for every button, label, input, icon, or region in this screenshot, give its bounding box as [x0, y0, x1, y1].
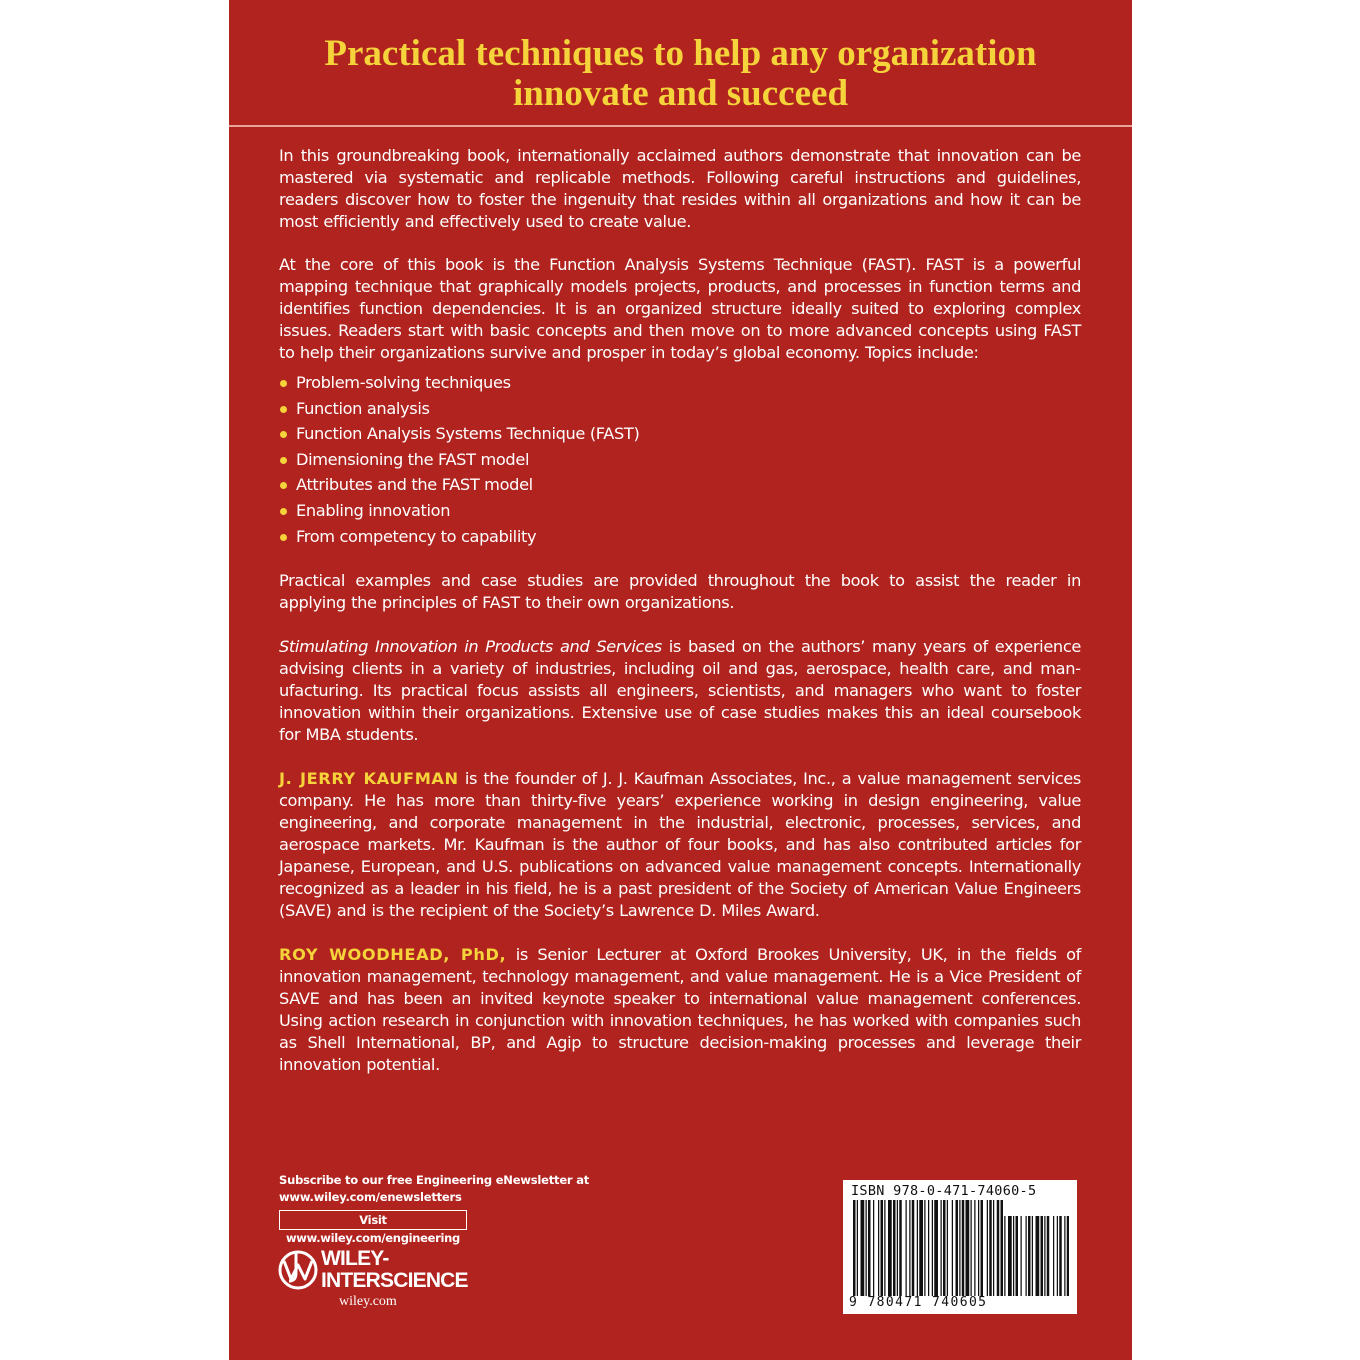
core-paragraph: At the core of this book is the Function Analysis Systems Technique (FAST). FAST is a powerful mapping technique that graphically models projects, products, and processes in function terms and identifies function dependencies. It is an organized structure ideally suited to exploring complex issues. Readers start with basic concepts and then move on to more advanced concepts using FAST to help their organizations survive and prosper in today’s global economy. Topics include:	[279, 255, 1081, 362]
list-item	[279, 423, 639, 449]
topic-label: Enabling innovation	[296, 500, 451, 520]
cover-headline	[229, 34, 1132, 114]
headline-divider	[229, 125, 1132, 127]
bullet-dot-icon	[280, 457, 287, 464]
visit-website-link[interactable]: Visit www.wiley.com/engineering	[279, 1210, 467, 1230]
book-back-cover	[229, 0, 1132, 1360]
topic-label: From competency to capability	[296, 526, 537, 546]
isbn-barcode	[843, 1180, 1077, 1314]
author-name-woodhead: ROY WOODHEAD, PhD,	[279, 945, 507, 964]
logo-wordmark	[321, 1248, 468, 1292]
list-item	[279, 449, 639, 475]
headline-line-2: innovate and succeed	[512, 73, 849, 114]
list-item	[279, 372, 639, 398]
intro-paragraph: In this groundbreaking book, internationally acclaimed authors demonstrate that innovation can be mastered via systematic and replicable methods. Following careful instructions and guidelines, readers discover how to foster the ingenuity that resides within all organizations and how it can be most efficiently and effectively used to create value.	[279, 146, 1081, 231]
barcode-icon	[853, 1200, 1069, 1300]
logo-line-1: WILEY-	[321, 1247, 389, 1270]
logo-url[interactable]: wiley.com	[339, 1294, 397, 1309]
list-item	[279, 526, 639, 552]
publisher-logo	[277, 1246, 507, 1316]
kaufman-bio	[279, 768, 1081, 922]
author-name-kaufman: J. JERRY KAUFMAN	[279, 769, 459, 788]
woodhead-bio	[279, 944, 1081, 1076]
bullet-dot-icon	[280, 508, 287, 515]
list-item	[279, 398, 639, 424]
logo-line-2: INTERSCIENCE	[321, 1269, 468, 1292]
bullet-dot-icon	[280, 380, 287, 387]
bullet-dot-icon	[280, 406, 287, 413]
topic-label: Function Analysis Systems Technique (FAST)	[296, 424, 640, 444]
bullet-dot-icon	[280, 534, 287, 541]
bullet-dot-icon	[280, 482, 287, 489]
bullet-dot-icon	[280, 431, 287, 438]
basis-text: is based on the authors’ many years of experience advising clients in a variety of industries, including oil and gas, aerospace, health care, and manufacturing. Its practical focus assists all engineers, scientists, and managers who want to foster innovation within their organizations. Extensive use of case studies makes this an ideal coursebook for MBA students.	[279, 637, 1081, 744]
newsletter-note	[279, 1172, 589, 1206]
topic-label: Dimensioning the FAST model	[296, 449, 530, 469]
woodhead-bio-text: is Senior Lecturer at Oxford Brookes University, UK, in the fields of innovation management, technology management, and value management. He is a Vice President of SAVE and has been an invited keynote speaker to international value management conferences. Using action research in conjunction with innovation techniques, he has worked with companies such as Shell International, BP, and Agip to structure decision-making processes and leverage their innovation potential.	[279, 945, 1081, 1074]
topic-label: Function analysis	[296, 398, 430, 418]
list-item	[279, 474, 639, 500]
isbn-label: ISBN 978-0-471-74060-5	[851, 1183, 1037, 1199]
kaufman-bio-text: is the founder of J. J. Kaufman Associates, Inc., a value management services company. He has more than thirty-five years’ experience working in design engineering, value engineering, and corporate management in the industrial, electronic, processes, services, and aerospace markets. Mr. Kaufman is the author of four books, and has also contributed articles for Japanese, European, and U.S. publications on advanced value management concepts. Internationally recognized as a leader in his field, he is a past president of the Society of American Value Engineers (SAVE) and is the recipient of the Society’s Lawrence D. Miles Award.	[279, 769, 1081, 920]
topics-list	[279, 372, 639, 551]
book-title: Stimulating Innovation in Products and Services	[279, 637, 662, 656]
examples-paragraph: Practical examples and case studies are provided throughout the book to assist the reader in applying the principles of FAST to their own organizations.	[279, 571, 1081, 612]
newsletter-line-1: Subscribe to our free Engineering eNewsletter at	[279, 1173, 590, 1187]
topic-label: Attributes and the FAST model	[296, 475, 533, 495]
barcode-digits: 9 780471 740605	[849, 1295, 988, 1310]
list-item	[279, 500, 639, 526]
headline-line-1: Practical techniques to help any organization	[324, 33, 1037, 74]
newsletter-link[interactable]: www.wiley.com/enewsletters	[279, 1190, 462, 1204]
basis-paragraph	[279, 636, 1081, 746]
topic-label: Problem-solving techniques	[296, 373, 511, 392]
wiley-logo-icon	[277, 1249, 319, 1291]
